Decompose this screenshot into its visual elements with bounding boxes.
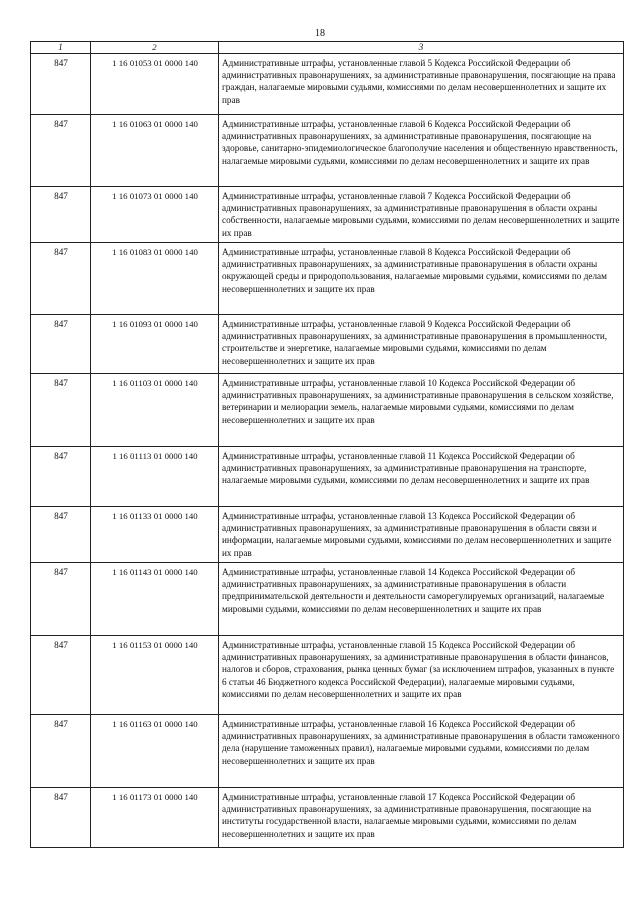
description-cell: Административные штрафы, установленные главой 13 Кодекса Российской Федерации об административных правонарушениях, за административные правонарушения в области связи и информации, налагаемые мировыми судьями, комиссиями по делам несовершеннолетних и защите их прав	[219, 507, 624, 563]
budget-code-cell: 1 16 01073 01 0000 140	[91, 187, 219, 243]
description-cell: Административные штрафы, установленные главой 14 Кодекса Российской Федерации об административных правонарушениях, за административные правонарушения в области предпринимательской деятельности и деятельности саморегулируемых организаций, налагаемые мировыми судьями, комиссиями по делам несовершеннолетних и защите их прав	[219, 563, 624, 636]
page-number: 18	[315, 28, 325, 39]
table-row	[31, 447, 624, 507]
budget-code-cell: 1 16 01173 01 0000 140	[91, 788, 219, 848]
admin-code-cell: 847	[31, 187, 91, 243]
table-row	[31, 507, 624, 563]
table-row	[31, 374, 624, 447]
admin-code-cell: 847	[31, 374, 91, 447]
budget-code-cell: 1 16 01083 01 0000 140	[91, 243, 219, 315]
admin-code-cell: 847	[31, 507, 91, 563]
codes-table-body	[31, 42, 624, 848]
table-row	[31, 54, 624, 115]
table-row	[31, 315, 624, 374]
admin-code-cell: 847	[31, 315, 91, 374]
budget-code-cell: 1 16 01133 01 0000 140	[91, 507, 219, 563]
table-row	[31, 636, 624, 715]
admin-code-cell: 847	[31, 788, 91, 848]
admin-code-cell: 847	[31, 715, 91, 788]
table-row	[31, 115, 624, 187]
table-row	[31, 788, 624, 848]
header-col-3: 3	[219, 42, 624, 54]
budget-code-cell: 1 16 01103 01 0000 140	[91, 374, 219, 447]
budget-code-cell: 1 16 01153 01 0000 140	[91, 636, 219, 715]
budget-code-cell: 1 16 01063 01 0000 140	[91, 115, 219, 187]
admin-code-cell: 847	[31, 563, 91, 636]
description-cell: Административные штрафы, установленные главой 6 Кодекса Российской Федерации об административных правонарушениях, за административные правонарушения, посягающие на здоровье, санитарно-эпидемиологическое благополучие населения и общественную нравственность, налагаемые мировыми судьями, комиссиями по делам несовершеннолетних и защите их прав	[219, 115, 624, 187]
table-row	[31, 243, 624, 315]
budget-code-cell: 1 16 01093 01 0000 140	[91, 315, 219, 374]
description-cell: Административные штрафы, установленные главой 7 Кодекса Российской Федерации об административных правонарушениях, за административные правонарушения в области охраны собственности, налагаемые мировыми судьями, комиссиями по делам несовершеннолетних и защите их прав	[219, 187, 624, 243]
header-col-1: 1	[31, 42, 91, 54]
admin-code-cell: 847	[31, 447, 91, 507]
table-row	[31, 563, 624, 636]
admin-code-cell: 847	[31, 636, 91, 715]
description-cell: Административные штрафы, установленные главой 9 Кодекса Российской Федерации об административных правонарушениях, за административные правонарушения в промышленности, строительстве и энергетике, налагаемые мировыми судьями, комиссиями по делам несовершеннолетних и защите их прав	[219, 315, 624, 374]
admin-code-cell: 847	[31, 243, 91, 315]
description-cell: Административные штрафы, установленные главой 10 Кодекса Российской Федерации об административных правонарушениях, за административные правонарушения в сельском хозяйстве, ветеринарии и мелиорации земель, налагаемые мировыми судьями, комиссиями по делам несовершеннолетних и защите их прав	[219, 374, 624, 447]
description-cell: Административные штрафы, установленные главой 8 Кодекса Российской Федерации об административных правонарушениях, за административные правонарушения в области охраны окружающей среды и природопользования, налагаемые мировыми судьями, комиссиями по делам несовершеннолетних и защите их прав	[219, 243, 624, 315]
budget-code-cell: 1 16 01053 01 0000 140	[91, 54, 219, 115]
budget-code-cell: 1 16 01163 01 0000 140	[91, 715, 219, 788]
header-col-2: 2	[91, 42, 219, 54]
description-cell: Административные штрафы, установленные главой 11 Кодекса Российской Федерации об административных правонарушениях, за административные правонарушения на транспорте, налагаемые мировыми судьями, комиссиями по делам несовершеннолетних и защите их прав	[219, 447, 624, 507]
table-header-row	[31, 42, 624, 54]
admin-code-cell: 847	[31, 54, 91, 115]
budget-code-cell: 1 16 01113 01 0000 140	[91, 447, 219, 507]
description-cell: Административные штрафы, установленные главой 17 Кодекса Российской Федерации об административных правонарушениях, за административные правонарушения, посягающие на институты государственной власти, налагаемые мировыми судьями, комиссиями по делам несовершеннолетних и защите их прав	[219, 788, 624, 848]
description-cell: Административные штрафы, установленные главой 5 Кодекса Российской Федерации об административных правонарушениях, за административные правонарушения, посягающие на права граждан, налагаемые мировыми судьями, комиссиями по делам несовершеннолетних и защите их прав	[219, 54, 624, 115]
codes-table	[30, 41, 624, 848]
budget-code-cell: 1 16 01143 01 0000 140	[91, 563, 219, 636]
admin-code-cell: 847	[31, 115, 91, 187]
table-row	[31, 715, 624, 788]
description-cell: Административные штрафы, установленные главой 15 Кодекса Российской Федерации об административных правонарушениях, за административные правонарушения в области финансов, налогов и сборов, страхования, рынка ценных бумаг (за исключением штрафов, указанных в пункте 6 статьи 46 Бюджетного кодекса Российской Федерации), налагаемые мировыми судьями, комиссиями по делам несовершеннолетних и защите их прав	[219, 636, 624, 715]
table-row	[31, 187, 624, 243]
description-cell: Административные штрафы, установленные главой 16 Кодекса Российской Федерации об административных правонарушениях, за административные правонарушения в области таможенного дела (нарушение таможенных правил), налагаемые мировыми судьями, комиссиями по делам несовершеннолетних и защите их прав	[219, 715, 624, 788]
